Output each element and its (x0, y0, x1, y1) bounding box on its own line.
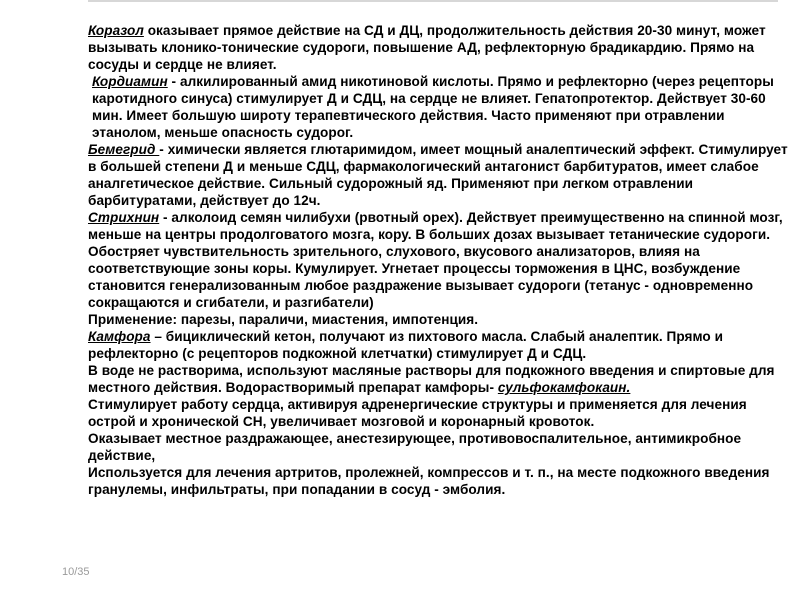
kamfora-solubility-text: В воде не растворима, используют масляные растворы для подкожного введения и спиртовые для местного действия. Водорастворимый препарат камфоры- (88, 363, 775, 395)
kamfora-description: – бициклический кетон, получают из пихтового масла. Слабый аналептик. Прямо и рефлекторно (с рецепторов подкожной клетчатки) стимулирует Д и СДЦ. (88, 329, 723, 361)
term-sulfokamfokain: сульфокамфокаин. (497, 380, 631, 395)
bemegrid-description: - химически является глютаримидом, имеет мощный аналептический эффект. Стимулирует в большей степени Д и меньше СДЦ, фармакологический антагонист барбитуратов, имеет слабое аналгетическое действие. Сильный судорожный яд. Применяют при легком отравлении барбитуратами, действует до 12ч. (88, 142, 788, 208)
paragraph-kordiamin (88, 73, 788, 141)
paragraph-kamfora-local: Оказывает местное раздражающее, анестезирующее, противовоспалительное, антимикробное действие, (88, 431, 742, 463)
paragraph-kamfora (88, 328, 788, 362)
paragraph-strihnin (88, 209, 788, 311)
paragraph-kamfora-usage: Используется для лечения артритов, пролежней, компрессов и т. п., на месте подкожного введения гранулемы, инфильтраты, при попадании в сосуд - эмболия. (88, 465, 770, 497)
term-kamfora: Камфора (88, 329, 151, 344)
korazol-description: оказывает прямое действие на СД и ДЦ, продолжительность действия 20-30 минут, может вызывать клонико-тонические судороги, повышение АД, рефлекторную брадикардию. Прямо на сосуды и сердце не влияет. (88, 23, 766, 72)
top-divider (88, 0, 778, 2)
paragraph-kamfora-heart: Стимулирует работу сердца, активируя адренергические структуры и применяется для лечения острой и хронической СН, увеличивает мозговой и коронарный кровоток. (88, 397, 747, 429)
paragraph-strihnin-use: Применение: парезы, параличи, миастения, импотенция. (88, 312, 479, 327)
term-kordiamin: Кордиамин (92, 74, 168, 89)
slide-body (88, 22, 788, 498)
paragraph-korazol (88, 22, 788, 73)
paragraph-kamfora-solubility (88, 362, 788, 396)
strihnin-description: - алколоид семян чилибухи (рвотный орех). Действует преимущественно на спинной мозг, меньше на центры продолговатого мозга, кору. В больших дозах вызывает тетанические судороги. Обостряет чувствительность зрительного, слухового, вкусового анализаторов, влияя на соответствующие зоны коры. Кумулирует. Угнетает процессы торможения в ЦНС, возбуждение становится генерализованным любое раздражение вызывает судороги (тетанус - одновременно сокращаются и сгибатели, и разгибатели) (88, 210, 783, 310)
term-bemegrid: Бемегрид (88, 142, 160, 157)
slide-number: 10/35 (62, 566, 90, 578)
kordiamin-description: - алкилированный амид никотиновой кислоты. Прямо и рефлекторно (через рецепторы каротидного синуса) стимулирует Д и СДЦ, на сердце не влияет. Гепатопротектор. Действует 30-60 мин. Имеет большую широту терапевтического действия. Часто применяют при отравлении этанолом, меньше опасность судорог. (92, 74, 774, 140)
term-korazol: Коразол (88, 23, 144, 38)
term-strihnin: Стрихнин (88, 210, 160, 225)
paragraph-bemegrid (88, 141, 788, 209)
